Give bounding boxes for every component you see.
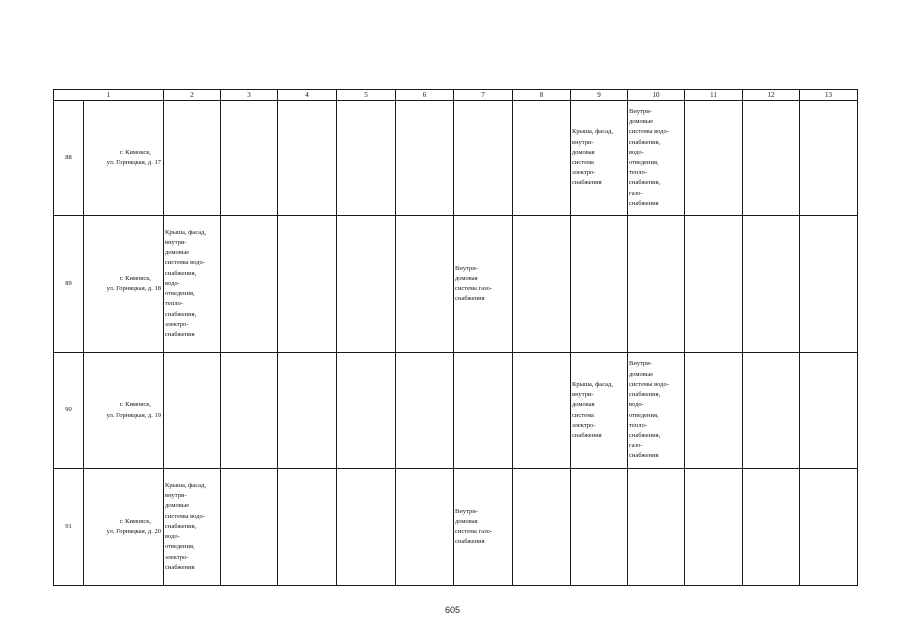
table-row xyxy=(54,216,858,353)
header-col-4: 4 xyxy=(278,90,337,101)
empty-cell xyxy=(221,101,278,216)
empty-cell xyxy=(685,101,743,216)
empty-cell xyxy=(800,353,858,469)
work-cell-col-7 xyxy=(454,101,513,216)
empty-cell xyxy=(221,469,278,586)
empty-cell xyxy=(685,353,743,469)
header-col-13: 13 xyxy=(800,90,858,101)
address-cell xyxy=(84,101,164,216)
empty-cell xyxy=(800,469,858,586)
empty-cell xyxy=(337,101,396,216)
work-cell-col-10 xyxy=(628,469,685,586)
empty-cell xyxy=(743,101,800,216)
address-street: ул. Горняцкая, д. 18 xyxy=(106,285,161,292)
empty-cell xyxy=(278,216,337,353)
empty-cell xyxy=(743,353,800,469)
header-col-10: 10 xyxy=(628,90,685,101)
empty-cell xyxy=(800,216,858,353)
address-cell xyxy=(84,216,164,353)
work-cell-col-7: Внутри- домовая система газо- снабжения xyxy=(454,216,513,353)
address-street: ул. Горняцкая, д. 20 xyxy=(106,528,161,535)
work-cell-col-10 xyxy=(628,216,685,353)
header-col-12: 12 xyxy=(743,90,800,101)
empty-cell xyxy=(337,216,396,353)
empty-cell xyxy=(278,469,337,586)
work-cell-col-9 xyxy=(571,216,628,353)
header-col-9: 9 xyxy=(571,90,628,101)
empty-cell xyxy=(513,216,571,353)
work-cell-col-2 xyxy=(164,101,221,216)
work-cell-col-2 xyxy=(164,353,221,469)
address-street: ул. Горняцкая, д. 19 xyxy=(106,411,161,419)
address-city: г. Кимовск, xyxy=(119,517,151,525)
empty-cell xyxy=(396,353,454,469)
empty-cell xyxy=(221,353,278,469)
work-cell-col-9 xyxy=(571,469,628,586)
row-number: 91 xyxy=(54,469,84,586)
empty-cell xyxy=(685,469,743,586)
header-col-6: 6 xyxy=(396,90,454,101)
header-col-8: 8 xyxy=(513,90,571,101)
empty-cell xyxy=(278,353,337,469)
empty-cell xyxy=(396,469,454,586)
row-number: 90 xyxy=(54,353,84,469)
empty-cell xyxy=(800,101,858,216)
row-number: 88 xyxy=(54,101,84,216)
empty-cell xyxy=(396,216,454,353)
address-cell xyxy=(84,469,164,586)
work-cell-col-9: Крыша, фасад, внутри- домовая система электро- снабжения xyxy=(571,101,628,216)
work-cell-col-2: Крыша, фасад, внутри- домовые системы водо- снабжения, водо- отведения, тепло- снабжения, электро- снабжения xyxy=(164,216,221,353)
header-col-7: 7 xyxy=(454,90,513,101)
page-number: 605 xyxy=(444,605,461,615)
empty-cell xyxy=(337,353,396,469)
work-cell-col-10: Внутри- домовые системы водо- снабжения, водо- отведения, тепло- снабжения, газо- снабжения xyxy=(628,101,685,216)
empty-cell xyxy=(221,216,278,353)
work-cell-col-9: Крыша, фасад, внутри- домовая система электро- снабжения xyxy=(571,353,628,469)
address-city: г. Кимовск, xyxy=(119,148,151,156)
empty-cell xyxy=(396,101,454,216)
table-row xyxy=(54,101,858,216)
header-col-5: 5 xyxy=(337,90,396,101)
empty-cell xyxy=(743,469,800,586)
address-city: г. Кимовск, xyxy=(119,401,151,409)
table-row xyxy=(54,353,858,469)
work-cell-col-2: Крыша, фасад, внутри- домовые системы водо- снабжения, водо- отведения, электро- снабжения xyxy=(164,469,221,586)
empty-cell xyxy=(513,101,571,216)
table-header xyxy=(54,90,858,101)
address-street: ул. Горняцкая, д. 17 xyxy=(106,159,161,166)
address-city: г. Кимовск, xyxy=(119,274,151,282)
header-col-1: 1 xyxy=(54,90,164,101)
empty-cell xyxy=(685,216,743,353)
header-col-2: 2 xyxy=(164,90,221,101)
table-body xyxy=(54,101,858,586)
empty-cell xyxy=(337,469,396,586)
empty-cell xyxy=(278,101,337,216)
repair-schedule-table xyxy=(53,89,858,586)
empty-cell xyxy=(513,469,571,586)
work-cell-col-7: Внутри- домовая система газо- снабжения xyxy=(454,469,513,586)
row-number: 89 xyxy=(54,216,84,353)
empty-cell xyxy=(513,353,571,469)
empty-cell xyxy=(743,216,800,353)
header-row xyxy=(54,90,858,101)
table-row xyxy=(54,469,858,586)
header-col-3: 3 xyxy=(221,90,278,101)
work-cell-col-7 xyxy=(454,353,513,469)
header-col-11: 11 xyxy=(685,90,743,101)
work-cell-col-10: Внутри- домовые системы водо- снабжения, водо- отведения, тепло- снабжения, газо- снабжения xyxy=(628,353,685,469)
address-cell xyxy=(84,353,164,469)
